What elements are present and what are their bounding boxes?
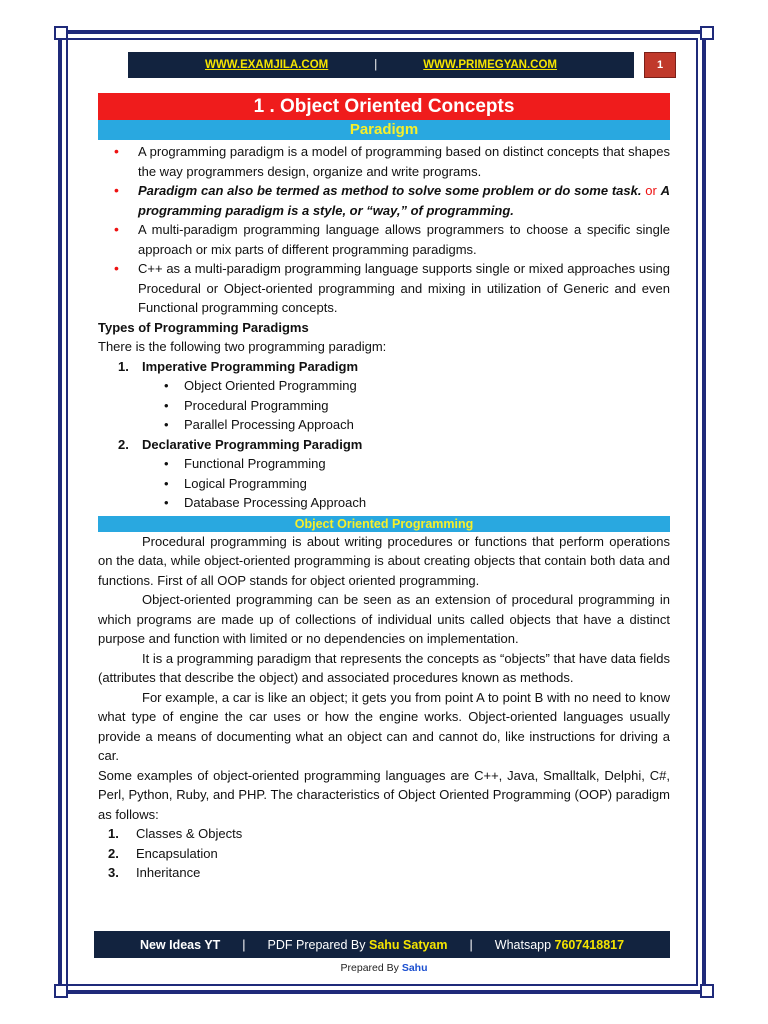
page-number-badge: 1 [644, 52, 676, 78]
list-item [98, 220, 670, 259]
prepared-by-note [0, 962, 768, 974]
border-corner-bottom-left [54, 984, 68, 998]
border-corner-bottom-right [700, 984, 714, 998]
list-item: • Object Oriented Programming [98, 376, 670, 396]
or-word: or [645, 183, 657, 198]
item-label: Inheritance [136, 865, 201, 880]
footer-whatsapp-label: Whatsapp [494, 937, 552, 952]
page-content [98, 93, 670, 883]
list-item: • Logical Programming [98, 474, 670, 494]
list-item [98, 142, 670, 181]
group-label: Imperative Programming Paradigm [142, 358, 359, 374]
bullet-text: A multi-paradigm programming language allows programmers to choose a specific single approach or mix parts of different programming paradigms. [138, 222, 670, 257]
bullet-text: A programming paradigm is a style, or “way,” of programming. [138, 183, 670, 218]
list-item [98, 863, 670, 883]
section-heading-oop: Object Oriented Programming [98, 516, 670, 532]
paradigm-bullet-list [98, 142, 670, 318]
border-corner-top-left [54, 26, 68, 40]
group-heading [98, 357, 670, 377]
examjila-link[interactable]: WWW.EXAMJILA.COM [204, 59, 329, 71]
list-item: • Procedural Programming [98, 396, 670, 416]
footer-pdf-author: Sahu Satyam [369, 937, 448, 952]
footer-separator: | [469, 937, 473, 952]
group-label: Declarative Programming Paradigm [142, 436, 363, 452]
list-item: • Database Processing Approach [98, 493, 670, 513]
types-intro: There is the following two programming paradigm: [98, 339, 387, 354]
paragraph: Procedural programming is about writing procedures or functions that perform operations on the data, while object-oriented programming is about creating objects that contain both data and functions. First of all OOP stands for object oriented programming. [98, 533, 670, 588]
header-separator: | [374, 59, 378, 71]
paragraph: Object-oriented programming can be seen as an extension of procedural programming in which programs are made up of collections of individual units called objects that have a distinct purpose and function with limited or no dependencies on implementation. [98, 592, 670, 646]
section-heading-paradigm: Paradigm [98, 120, 670, 140]
paragraph: Some examples of object-oriented programming languages are C++, Java, Smalltalk, Delphi, C#, Perl, Python, Ruby, and PHP. The characteristics of Object Oriented Programming (OOP) paradigm as follows: [98, 767, 670, 822]
group-number: 2. [118, 436, 129, 452]
paragraph: It is a programming paradigm that represents the concepts as “objects” that have data fields (attributes that describe the object) and associated procedures known as methods. [98, 650, 670, 685]
list-item: • Parallel Processing Approach [98, 415, 670, 435]
footer-pdf-label: PDF Prepared By [267, 937, 366, 952]
list-item: • Functional Programming [98, 454, 670, 474]
paradigm-group-imperative [98, 357, 670, 435]
header-bar [128, 52, 634, 78]
bullet-text: C++ as a multi-paradigm programming language supports single or mixed approaches using Procedural or Object-oriented programming and mixing in utilization of Generic and even Functional programming concepts. [138, 261, 670, 315]
primegyan-link[interactable]: WWW.PRIMEGYAN.COM [423, 59, 558, 71]
types-heading: Types of Programming Paradigms [98, 319, 309, 335]
paragraph: For example, a car is like an object; it gets you from point A to point B with no need to know what type of engine the car uses or how the engine works. Object-oriented languages usually provide a means of documenting what an object can and cannot do, like instructions for driving a car. [98, 689, 670, 763]
oop-characteristics-list [98, 824, 670, 883]
footer-separator: | [242, 937, 246, 952]
footer-brand: New Ideas YT [139, 937, 221, 952]
list-item [98, 844, 670, 864]
item-number: 3. [108, 865, 119, 880]
item-number: 1. [108, 826, 119, 841]
group-heading [98, 435, 670, 455]
bullet-text: A programming paradigm is a model of programming based on distinct concepts that shapes the way programmers design, organize and write programs. [138, 144, 670, 179]
group-number: 1. [118, 358, 129, 374]
footer-bar [94, 931, 670, 958]
prepared-label: Prepared By [340, 962, 399, 974]
page-title: 1 . Object Oriented Concepts [98, 93, 670, 120]
item-label: Encapsulation [136, 845, 218, 861]
footer-whatsapp-number[interactable]: 7607418817 [554, 937, 625, 952]
list-item [98, 259, 670, 318]
item-label: Classes & Objects [136, 826, 243, 841]
bullet-text: Paradigm can also be termed as method to solve some problem or do some task. [138, 183, 642, 198]
list-item [98, 181, 670, 220]
list-item [98, 824, 670, 844]
paradigm-group-declarative [98, 435, 670, 513]
border-corner-top-right [700, 26, 714, 40]
item-number: 2. [108, 845, 119, 861]
prepared-name: Sahu [401, 962, 428, 974]
